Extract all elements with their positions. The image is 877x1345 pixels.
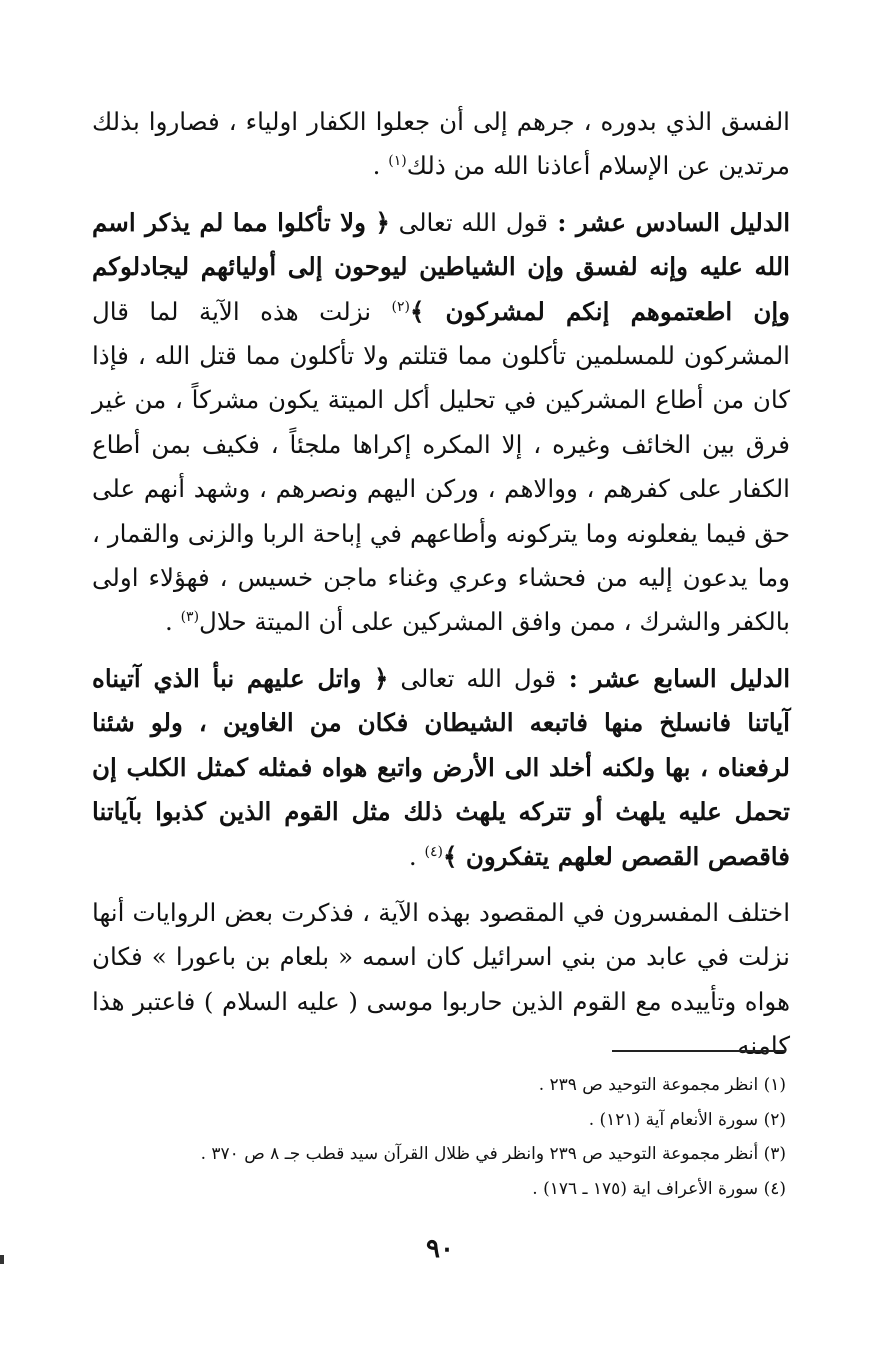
paragraph-intro-continuation: [92, 100, 790, 189]
footnote-item: (٤) سورة الأعراف اية (١٧٥ ـ ١٧٦) .: [532, 1178, 786, 1199]
body-text: .: [408, 841, 425, 871]
body-text: .: [372, 151, 389, 181]
footnote-item: (٣) أنظر مجموعة التوحيد ص ٢٣٩ وانظر في ظلال القرآن سيد قطب جـ ٨ ص ٣٧٠ .: [200, 1144, 786, 1164]
body-text: الفسق الذي بدوره ، جرهم إلى أن جعلوا الكفار اولياء ، فصاروا بذلك مرتدين عن الإسلام أعاذنا الله من ذلك: [92, 107, 790, 181]
scan-edge-mark: [0, 1255, 4, 1264]
evidence-heading: الدليل السادس عشر :: [547, 207, 791, 237]
body-text: قول الله تعالى: [389, 207, 548, 237]
quran-quote: ﴿ واتل عليهم نبأ الذي آتيناه آياتنا فانسلخ منها فاتبعه الشيطان فكان من الغاوين ، ولو شئنا لرفعناه ، بها ولكنه أخلد الى الأرض واتبع هواه فمثله كمثل الكلب إن تحمل عليه يلهث أو تتركه يلهث ذلك مثل القوم الذين كذبوا بآياتنا فاقصص القصص لعلهم يتفكرون ﴾: [92, 663, 790, 871]
page-body: [92, 100, 790, 1069]
body-text: نزلت هذه الآية لما قال المشركون للمسلمين تأكلون مما قتلتم ولا تأكلون مما قتل الله ، فإذا كان من أطاع المشركين في تحليل أكل الميتة يكون مشركاً ، من غير فرق بين الخائف وغيره ، إلا المكره إكراها ملجئاً ، فكيف بمن أطاع الكفار على كفرهم ، ووالاهم ، وركن اليهم ونصرهم ، وشهد أنهم على حق فيما يفعلونه وما يتركونه وأطاعهم في إباحة الربا والزنى والقمار ، وما يدعون إليه من فحشاء وعري وغناء ماجن خسيس ، فهؤلاء اولى بالكفر والشرك ، ممن وافق المشركين على أن الميتة حلال: [92, 296, 790, 637]
body-text: اختلف المفسرون في المقصود بهذه الآية ، فذكرت بعض الروايات أنها نزلت في عابد من بني اسرائيل كان اسمه « بلعام بن باعورا » فكان هواه وتأييده مع القوم الذين حاربوا موسى ( عليه السلام ) فاعتبر هذا كامنه: [92, 897, 790, 1061]
footnote-item: (٢) سورة الأنعام آية (١٢١) .: [588, 1109, 786, 1130]
footnote-ref: (٣): [180, 609, 200, 626]
footnote-ref: (٤): [424, 843, 443, 860]
footnote-ref: (٢): [391, 298, 410, 315]
quran-quote: ﴿ ولا تأكلوا مما لم يذكر اسم الله عليه وإنه لفسق وإن الشياطين ليوحون إلى أوليائهم ليجادلوكم وإن اطعتموهم إنكم لمشركون ﴾: [92, 207, 790, 326]
body-text: قول الله تعالى: [388, 663, 557, 693]
footnote-divider: [612, 1050, 786, 1052]
page-number: ٩٠: [426, 1234, 454, 1264]
evidence-heading: الدليل السابع عشر :: [556, 663, 790, 693]
footnotes-list: [92, 1068, 786, 1206]
paragraph-evidence-seventeen: [92, 657, 790, 879]
paragraph-commentary: [92, 891, 790, 1069]
body-text: .: [164, 607, 181, 637]
footnote-item: (١) انظر مجموعة التوحيد ص ٢٣٩ .: [538, 1075, 786, 1095]
footnote-ref: (١): [388, 153, 407, 170]
paragraph-evidence-sixteen: [92, 201, 790, 645]
